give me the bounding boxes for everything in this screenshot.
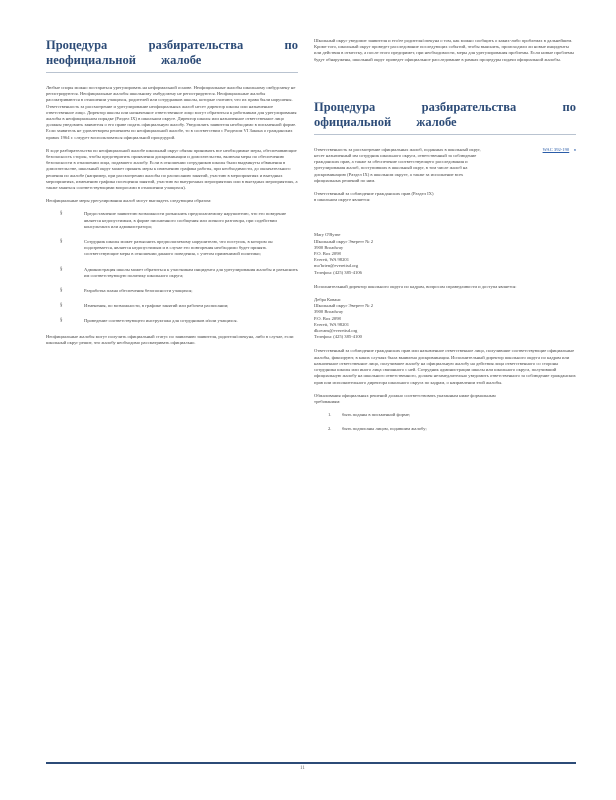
list-item [314,426,576,432]
contact-block-officer [314,232,576,275]
heading-line-1: Процедура разбирательства по [46,38,298,52]
contact-phone: Телефон: (425) 385-4106 [314,269,362,275]
list-number: 1. [328,412,332,418]
right-column [314,38,576,441]
contact-city: Everett, WA 98201 [314,321,349,327]
paragraph: Ответственный за соблюдение гражданских прав или назначенное ответственное лицо, получившие соответствующие официальные жалобы, фиксируют, в каких случаях была выявлена дискриминация. Исполнительный директор школьного округа по кадрам или назначенное ответственное лицо, получившее жалобу на официальную жалобу на действия лица ответственного со стороны сотрудника школы или иного лица связанного с ней. Сотрудник администрации школы или школьного округа, получивший официальную жалобу на школьного ответственного, должен незамедлительно уведомить ответственного за соблюдение гражданских прав или исполнительного директора школьного округа по кадрам, о направлении этой жалобы. [314,348,576,385]
informal-measures-list [46,211,298,324]
contact-name: Mary O'Byrne [314,232,341,238]
heading-divider [314,134,576,135]
paragraph: Школьный округ уведомит заявителя и его/ее родителя/опекуна о том, как можно сообщить о каких-либо проблемах в дальнейшем. Кроме того, школьный округ проведет расследование последующих событий, чтобы выяснить, происходили ли новые инциденты или действия в отместку, а после этого предпримет, при необходимости, меры для урегулирования проблемы. Если новые проблемы будут обнаружены, школьный округ проведет официальное расследование в рамках процедуры подачи официальной жалобы. [314,38,574,62]
informal-complaint-heading [46,38,298,68]
contact-city: Everett, WA 98201 [314,257,349,263]
list-number: 2. [328,426,332,432]
list-item-text: быть подписаны лицом, подавшим жалобу; [342,426,427,432]
contact-org: Школьный округ Эверетт № 2 [314,238,374,244]
paragraph: Ответственный за соблюдение гражданских прав (Раздел IX) в школьном округе является: [314,191,434,203]
paragraph: Исполнительный директор школьного округа по кадрам, вопросам справедливости и доступа является: [314,283,517,289]
paragraph: Обжалования официальных решений должно соответствовать указанным ниже формальным требованиям: [314,392,496,404]
list-item-text: Разработка плана обеспечения безопасности учащихся; [84,288,193,294]
list-item-text: быть поданы в письменной форме; [342,412,411,418]
formal-intro [314,147,576,184]
bullet-icon: § [60,266,63,272]
list-item [46,267,298,279]
list-item [46,239,298,258]
list-item [46,211,298,230]
contact-email[interactable]: dkovans@everettsd.org [314,328,358,334]
wac-suffix: в [573,146,576,152]
contact-pobox: P.O. Box 2098 [314,315,341,321]
requirements-list [314,412,576,432]
wac-link[interactable]: WAC 392-190 [542,146,570,152]
heading-divider [46,72,298,73]
left-column [46,38,298,353]
bullet-icon: § [60,239,63,245]
list-item [46,318,298,324]
contact-block-director [314,297,576,340]
list-item-text: Сотрудник школы может разъяснить предполагаемому нарушителю, что поступок, в котором он подозревается, является недопустимым и в случае его повторения необходимо будет принять соответствующие меры в отношении данного поведения, с учетом применимой политики; [84,239,273,257]
heading-line-2: неофициальной жалобе [46,53,202,67]
footer-rule [46,762,576,764]
list-item-text: Предоставление заявителю возможности разъяснить предполагаемому нарушителю, что его поведение является недопустимым, в форме письменного сообщения или личного разговора, при содействии консультанта или администратора; [84,211,287,229]
contact-phone: Телефон: (425) 385-4100 [314,334,362,340]
heading-line-2: официальной жалобе [314,114,457,129]
list-item [314,412,576,418]
bullet-icon: § [60,288,63,294]
paragraph: Неофициальные меры урегулирования жалоб могут выглядеть следующим образом: [46,198,212,204]
contact-email[interactable]: mo'brien@everettsd.org [314,263,359,269]
paragraph: Ответственность за рассмотрение официальных жалоб, поданных в школьный округ, несет назначенный им сотрудник школьного округа, ответственный за соблюдение гражданских прав, а также за обеспечение соответствующего расследования и урегулирования жалоб, поступивших в школьный округ, в том числе жалоб на дискриминацию (Раздел IX) в школьном округе, а также за исполнение всех официальных решений по ним. [314,146,481,183]
contact-pobox: P.O. Box 2098 [314,251,341,257]
wac-reference[interactable] [543,147,576,152]
contact-name: Дебра Кованс [314,297,341,303]
paragraph: В ходе разбирательства по неофициальной жалобе школьный округ обязан принимать все необходимые меры, обеспечивающие безопасность сторон, чтобы предотвратить проявления дискриминации и домогательства, включая меры по обеспечению безопасности в отношении лица, подавшего жалобу. Если в отношении сотрудников школы были выдвинуты обвинения в домогательстве, школьный округ может принять меры к изменению графика работы, при необходимости, до окончательного решения по жалобе (например, при рассмотрении жалобы по расписанию занятий, участию в мероприятиях и выездных мероприятиях, изменению графика посещения занятий, участию во внеурочных мероприятиях или в выездных мероприятиях, а также заняться соответствующими вопросами в отношении учащихся). [46,147,298,191]
bullet-icon: § [60,303,63,309]
list-item [46,288,298,294]
contact-street: 3900 Broadway [314,309,344,315]
list-item-text: Изменения, по возможности, в графике занятий или рабочем расписании; [84,303,229,309]
paragraph: Любые споры можно постараться урегулировать на неформальной основе. Неофициальные жалобы школьному омбудсмену не регистрируются. Неофициальные жалобы школьному омбудсмену не регистрируются. Неофициальные жалобы рассматриваются в отношении учащихся, родителей или сотрудников школы, которые считают, что их права были нарушены. Ответственность за рассмотрение и урегулирование неофициальных жалоб несет директор школы или назначенное ответственное лицо. Директор школы или назначенное ответственное лицо могут обратиться к работникам для урегулирования жалобы в неофициальном порядке (Раздел IX) в школьном округе. Директор школы или назначенное ответственное лицо должны уведомить заявителя о его праве подать официальную жалобу. Уведомлять заявителя необходимо в письменной форме. Если заявитель не удовлетворен решением по неофициальной жалобе, то в соответствии с Разделом VI Закона о гражданских правах 1964 г. следует воспользоваться официальной процедурой. [46,85,297,140]
paragraph: Неофициальные жалобы могут получить официальный статус по заявлению заявителя, родителя/опекуна, либо в случае, если школьный округ решит, что жалобу необходимо рассматривать официально. [46,333,294,345]
bullet-icon: § [60,318,63,324]
contact-org: Школьный округ Эверетт № 2 [314,303,374,309]
contact-street: 3900 Broadway [314,244,344,250]
formal-complaint-heading [314,100,576,130]
list-item-text: Администрация школы может обратиться к участникам инцидента для урегулирования жалобы и разъяснить им соответствующую политику школьного округа; [84,266,298,278]
bullet-icon: § [60,211,63,217]
list-item-text: Проведение соответствующего инструктажа для сотрудников и/или учащихся. [84,318,238,324]
heading-line-1: Процедура разбирательства по [314,99,576,114]
page-number: 11 [300,766,305,771]
list-item [46,303,298,309]
